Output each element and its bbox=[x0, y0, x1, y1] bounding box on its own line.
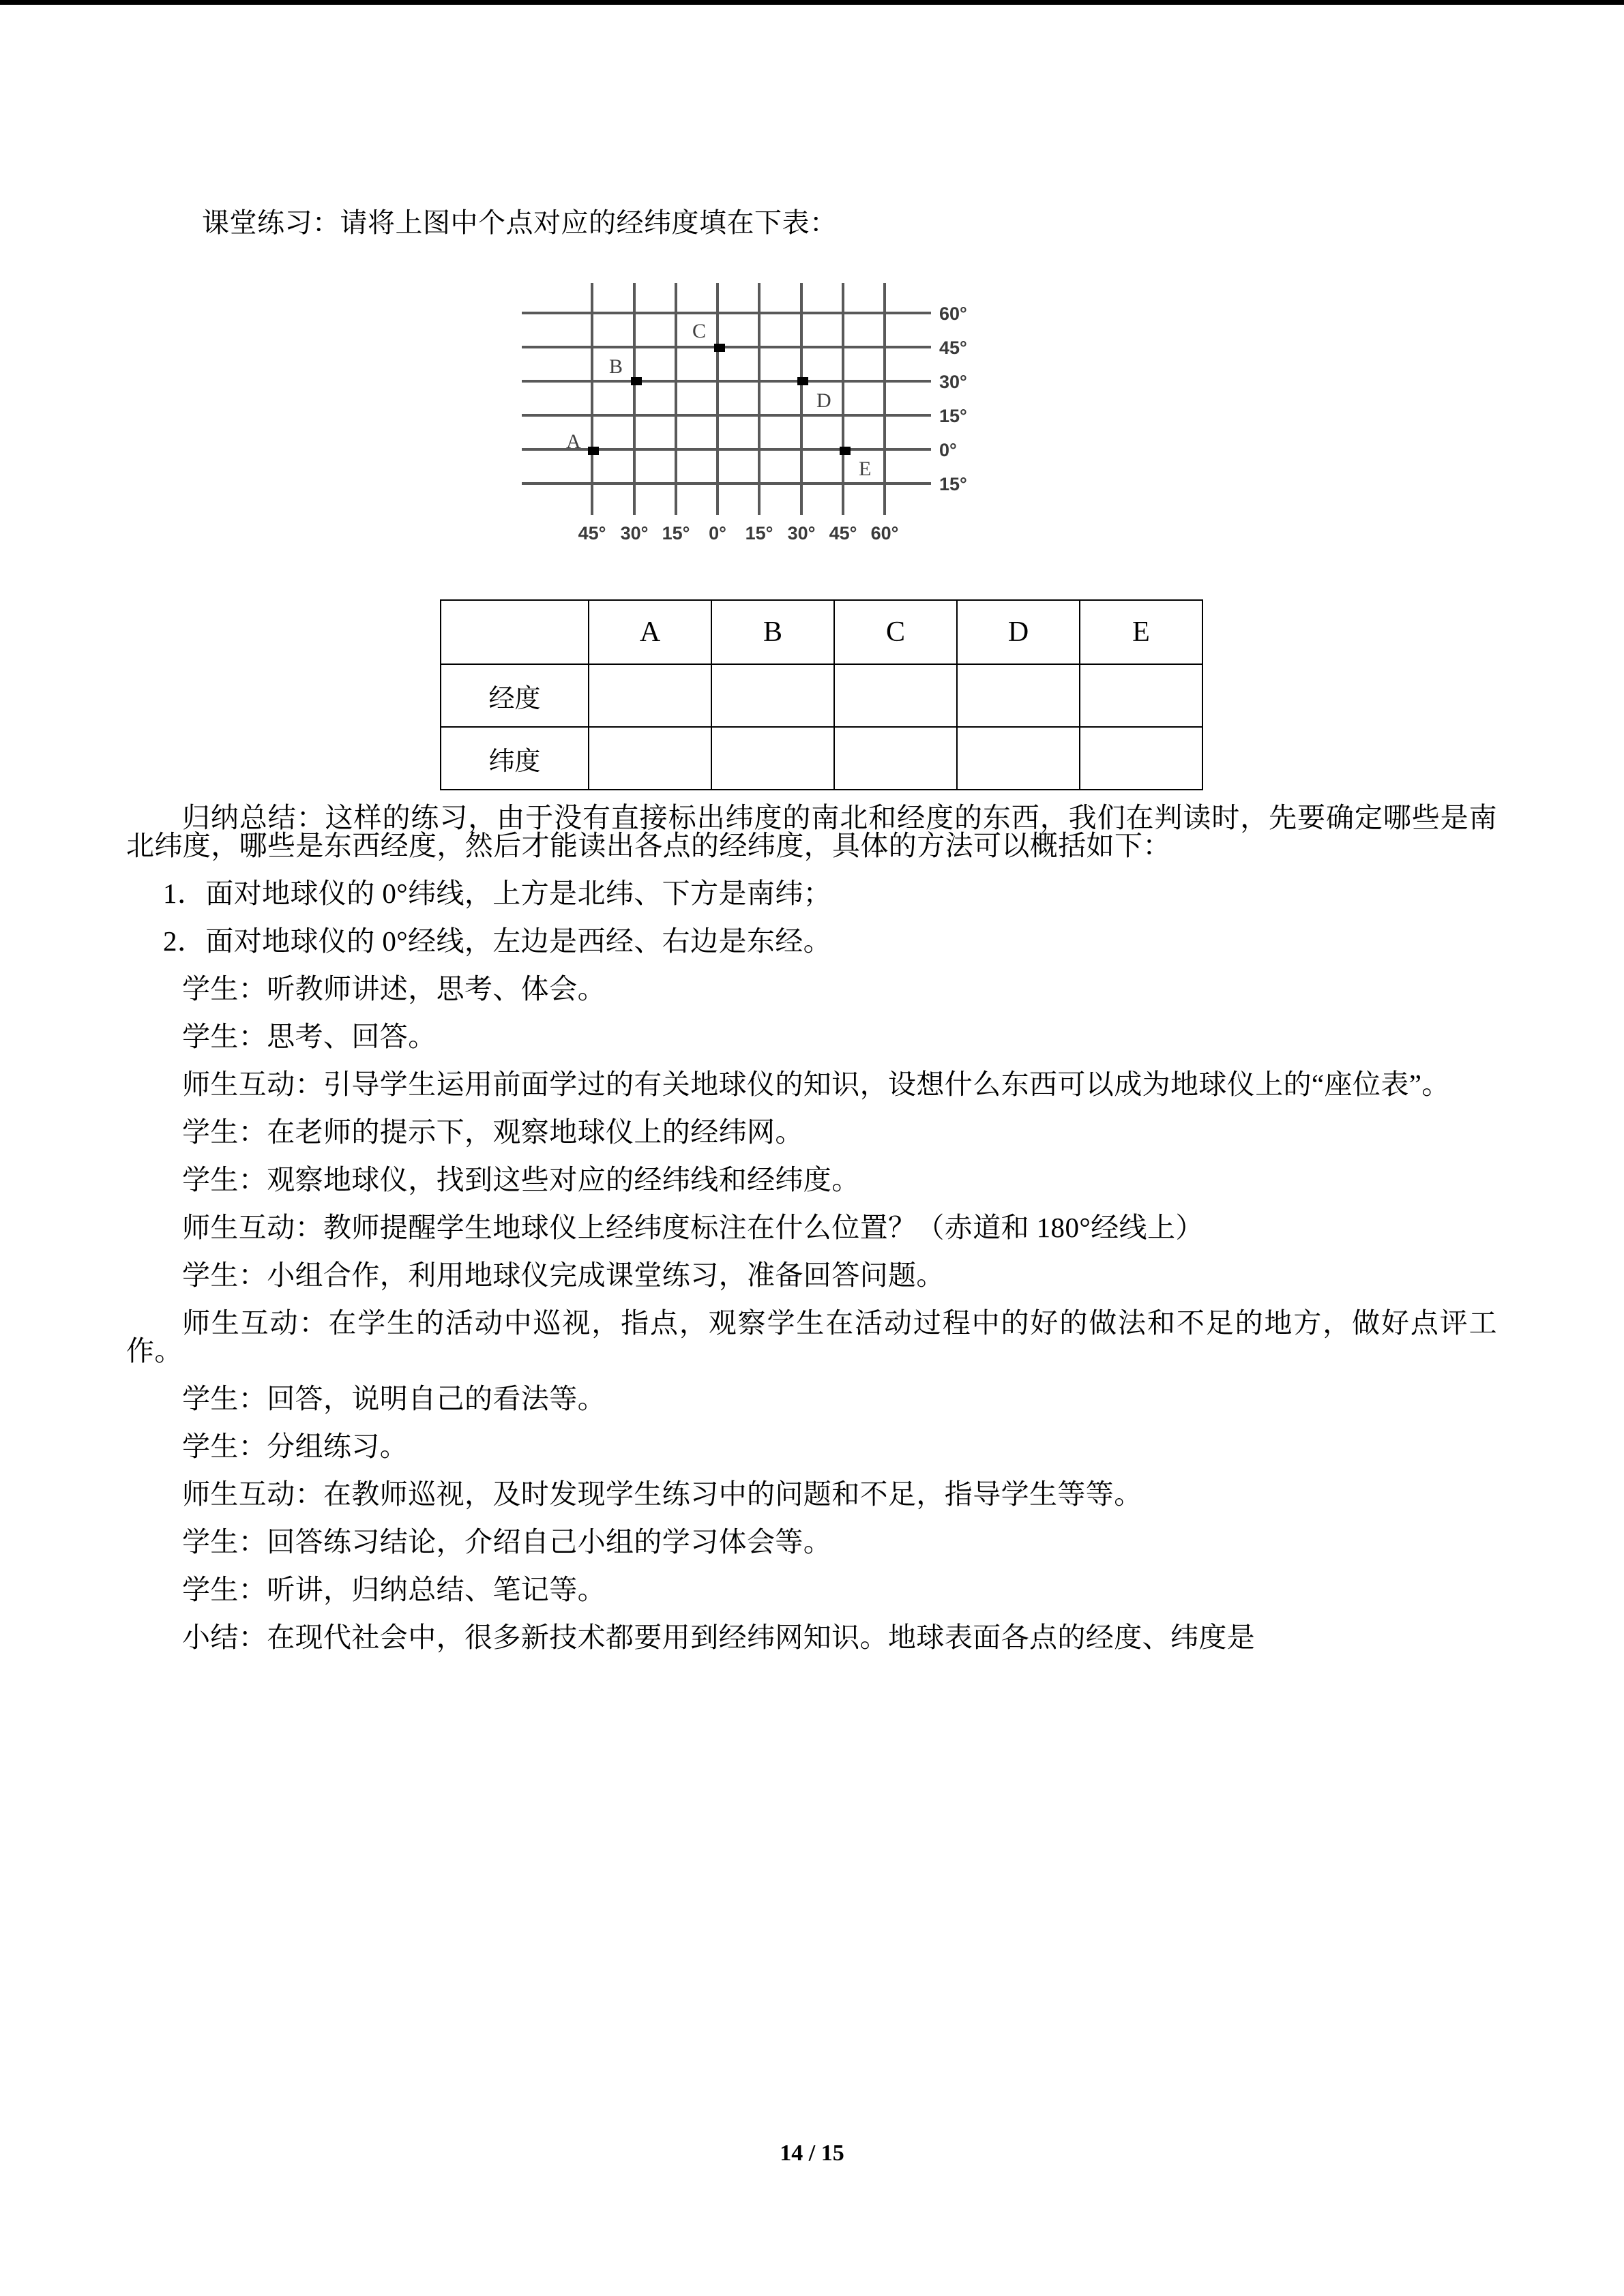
point-label-d: D bbox=[816, 389, 831, 412]
table-header-e: E bbox=[1080, 600, 1202, 664]
coordinates-answer-table bbox=[440, 599, 1203, 790]
x-tick-60e: 60° bbox=[870, 523, 899, 543]
x-tick-30w: 30° bbox=[620, 523, 649, 543]
x-tick-0: 0° bbox=[709, 523, 726, 543]
paragraph-interaction-1: 师生互动：引导学生运用前面学过的有关地球仪的知识，设想什么东西可以成为地球仪上的“座位表”。 bbox=[182, 1069, 1450, 1100]
point-marker-c bbox=[714, 344, 725, 352]
row-label-longitude: 经度 bbox=[441, 664, 589, 727]
grid-point-markers bbox=[588, 344, 851, 455]
y-tick-0: 0° bbox=[939, 440, 957, 460]
paragraph-interaction-3: 师生互动：在学生的活动中巡视，指点，观察学生在活动过程中的好的做法和不足的地方，做好点评工作。 bbox=[126, 1307, 1497, 1367]
paragraph-student-5: 学生：小组合作，利用地球仪完成课堂练习，准备回答问题。 bbox=[182, 1259, 945, 1291]
row-label-latitude: 纬度 bbox=[441, 727, 589, 790]
page-number-footer: 14 / 15 bbox=[780, 2141, 844, 2166]
paragraph-student-4: 学生：观察地球仪，找到这些对应的经纬线和经纬度。 bbox=[182, 1164, 860, 1195]
lat-long-grid-figure bbox=[508, 278, 1190, 550]
cell-longitude-a[interactable] bbox=[589, 664, 711, 727]
paragraph-student-3: 学生：在老师的提示下，观察地球仪上的经纬网。 bbox=[182, 1116, 803, 1148]
point-marker-a bbox=[588, 447, 599, 455]
x-tick-45w: 45° bbox=[578, 523, 606, 543]
table-header-row bbox=[441, 600, 1202, 664]
table-header-c: C bbox=[834, 600, 957, 664]
paragraph-student-9: 学生：听讲，归纳总结、笔记等。 bbox=[182, 1574, 606, 1605]
table-corner-cell bbox=[441, 600, 589, 664]
paragraph-student-1: 学生：听教师讲述，思考、体会。 bbox=[182, 973, 606, 1004]
y-tick-45: 45° bbox=[939, 338, 967, 358]
y-tick-15s: 15° bbox=[939, 474, 967, 494]
x-axis-tick-labels bbox=[578, 523, 899, 543]
table-row bbox=[441, 727, 1202, 790]
cell-latitude-e[interactable] bbox=[1080, 727, 1202, 790]
x-tick-45e: 45° bbox=[829, 523, 857, 543]
cell-longitude-c[interactable] bbox=[834, 664, 957, 727]
point-label-e: E bbox=[859, 458, 872, 480]
paragraph-rule-1: 1．面对地球仪的 0°纬线，上方是北纬、下方是南纬； bbox=[163, 878, 832, 909]
paragraph-student-7: 学生：分组练习。 bbox=[182, 1431, 409, 1462]
table-header-d: D bbox=[957, 600, 1080, 664]
point-label-c: C bbox=[692, 320, 707, 342]
lesson-body-text bbox=[126, 804, 1497, 1671]
point-label-b: B bbox=[609, 355, 623, 378]
paragraph-rule-2: 2．面对地球仪的 0°经线，左边是西经、右边是东经。 bbox=[163, 925, 832, 957]
paragraph-interaction-4: 师生互动：在教师巡视，及时发现学生练习中的问题和不足，指导学生等等。 bbox=[182, 1478, 1142, 1510]
grid-diagram-svg bbox=[508, 278, 1190, 550]
y-axis-tick-labels bbox=[939, 303, 967, 494]
table-header-b: B bbox=[711, 600, 834, 664]
point-label-a: A bbox=[566, 430, 581, 453]
cell-latitude-b[interactable] bbox=[711, 727, 834, 790]
y-tick-30: 30° bbox=[939, 372, 967, 392]
y-tick-15: 15° bbox=[939, 406, 967, 426]
paragraph-conclusion: 小结：在现代社会中，很多新技术都要用到经纬网知识。地球表面各点的经度、纬度是 bbox=[182, 1622, 1256, 1653]
point-marker-d bbox=[797, 377, 808, 385]
paragraph-summary: 归纳总结：这样的练习，由于没有直接标出纬度的南北和经度的东西，我们在判读时，先要确定哪些是南北纬度，哪些是东西经度，然后才能读出各点的经纬度，具体的方法可以概括如下： bbox=[126, 802, 1497, 861]
paragraph-interaction-2: 师生互动：教师提醒学生地球仪上经纬度标注在什么位置？（赤道和 180°经线上） bbox=[182, 1212, 1204, 1243]
x-tick-15w: 15° bbox=[662, 523, 690, 543]
paragraph-student-2: 学生：思考、回答。 bbox=[182, 1021, 437, 1052]
grid-vertical-lines bbox=[592, 283, 885, 515]
cell-longitude-b[interactable] bbox=[711, 664, 834, 727]
table-row bbox=[441, 664, 1202, 727]
cell-latitude-c[interactable] bbox=[834, 727, 957, 790]
paragraph-student-8: 学生：回答练习结论，介绍自己小组的学习体会等。 bbox=[182, 1526, 832, 1557]
cell-longitude-e[interactable] bbox=[1080, 664, 1202, 727]
cell-latitude-d[interactable] bbox=[957, 727, 1080, 790]
x-tick-30e: 30° bbox=[787, 523, 816, 543]
cell-longitude-d[interactable] bbox=[957, 664, 1080, 727]
y-tick-60: 60° bbox=[939, 303, 967, 324]
table-header-a: A bbox=[589, 600, 711, 664]
paragraph-student-6: 学生：回答，说明自己的看法等。 bbox=[182, 1383, 606, 1414]
exercise-intro-line: 课堂练习：请将上图中个点对应的经纬度填在下表： bbox=[202, 207, 838, 238]
point-marker-b bbox=[631, 377, 642, 385]
cell-latitude-a[interactable] bbox=[589, 727, 711, 790]
point-marker-e bbox=[840, 447, 851, 455]
x-tick-15e: 15° bbox=[745, 523, 773, 543]
